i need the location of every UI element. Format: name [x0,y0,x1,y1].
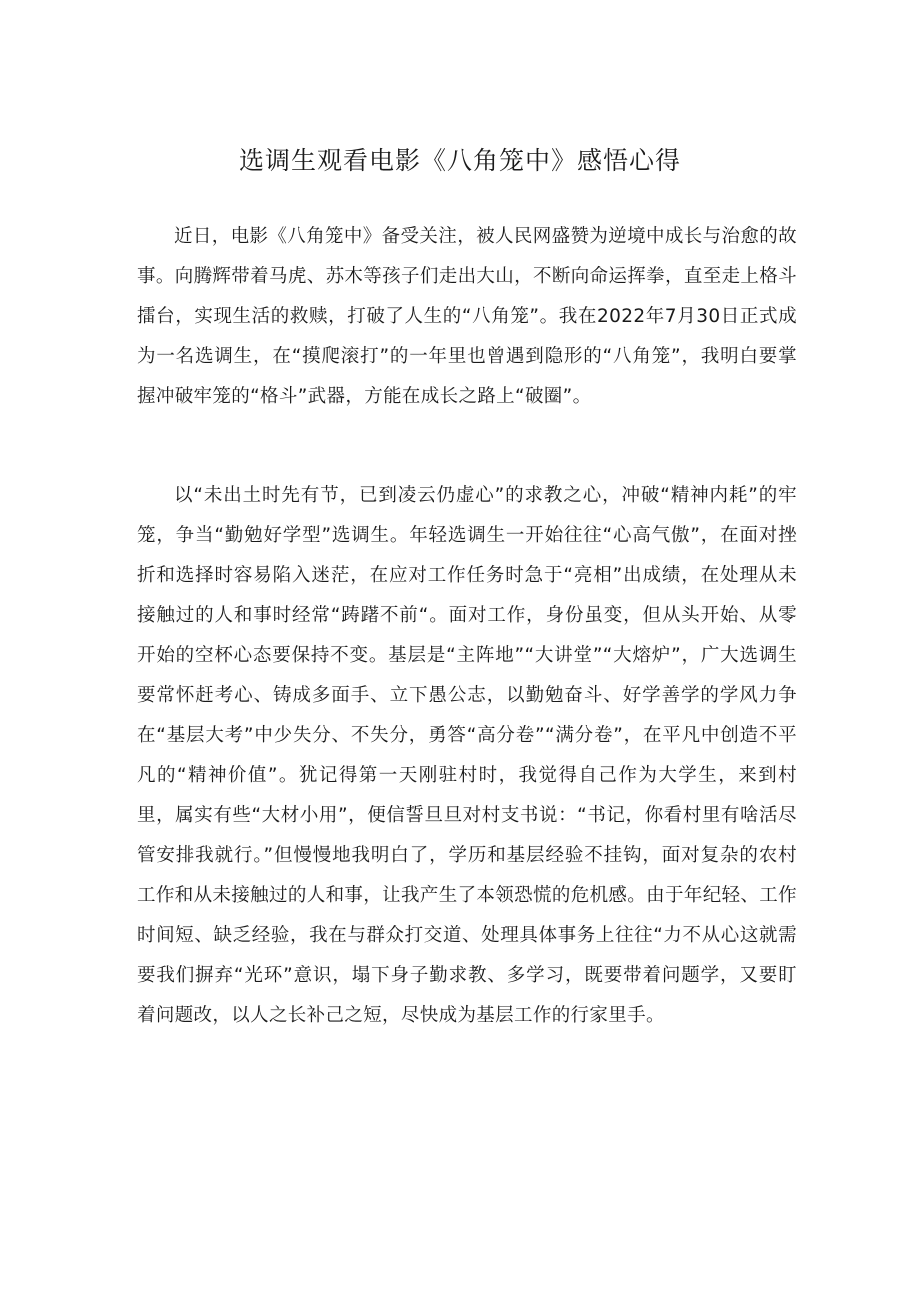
paragraph-intro: 近日，电影《八角笼中》备受关注，被人民网盛赞为逆境中成长与治愈的故事。向腾辉带着马虎、苏木等孩子们走出大山，不断向命运挥拳，直至走上格斗擂台，实现生活的救赎，打破了人生的“八角笼”。我在2022年7月30日正式成为一名选调生，在“摸爬滚打”的一年里也曾遇到隐形的“八角笼”，我明白要掌握冲破牢笼的“格斗”武器，方能在成长之路上“破圈”。 [137,226,797,407]
paragraph-body: 以“未出土时先有节，已到凌云仍虚心”的求教之心，冲破“精神内耗”的牢笼，争当“勤勉好学型”选调生。年轻选调生一开始往往“心高气傲”，在面对挫折和选择时容易陷入迷茫，在应对工作任务时急于“亮相”出成绩，在处理从未接触过的人和事时经常“踌躇不前“。面对工作，身份虽变，但从头开始、从零开始的空杯心态要保持不变。基层是“主阵地”“大讲堂”“大熔炉”，广大选调生要常怀赶考心、铸成多面手、立下愚公志，以勤勉奋斗、好学善学的学风力争在“基层大考”中少失分、不失分，勇答“高分卷”“满分卷”，在平凡中创造不平凡的“精神价值”。犹记得第一天刚驻村时，我觉得自己作为大学生，来到村里，属实有些“大材小用”，便信誓旦旦对村支书说：“书记，你看村里有啥活尽管安排我就行。”但慢慢地我明白了，学历和基层经验不挂钩，面对复杂的农村工作和从未接触过的人和事，让我产生了本领恐慌的危机感。由于年纪轻、工作时间短、缺乏经验，我在与群众打交道、处理具体事务上往往“力不从心这就需要我们摒弃“光环”意识，塌下身子勤求教、多学习，既要带着问题学，又要盯着问题改，以人之长补己之短，尽快成为基层工作的行家里手。 [137,485,797,1026]
document-title: 选调生观看电影《八角笼中》感悟心得 [238,146,681,175]
